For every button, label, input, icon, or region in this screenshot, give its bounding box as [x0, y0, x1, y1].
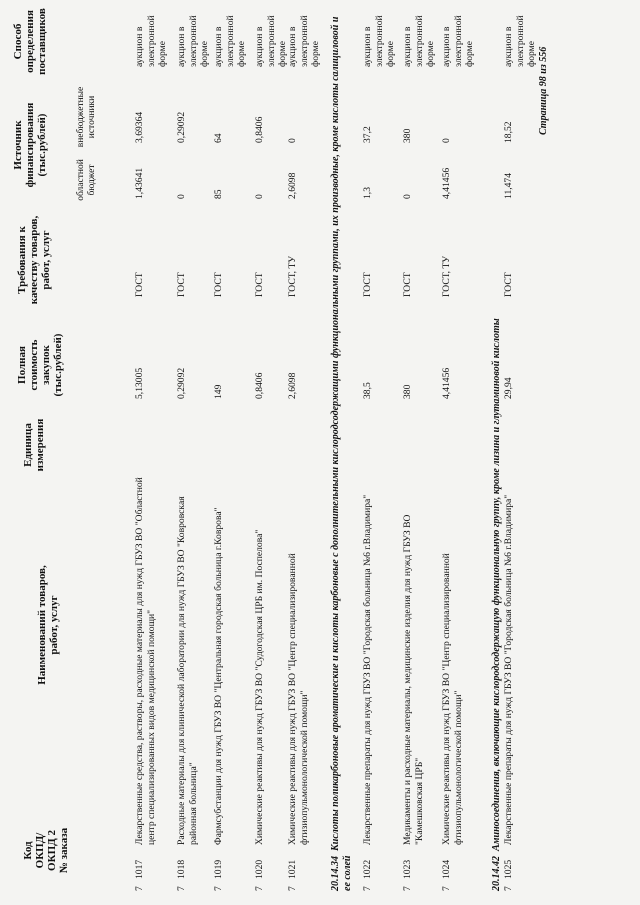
row-order-number: 1019 [213, 859, 224, 879]
row-extra-sources: 64 [213, 133, 224, 143]
row-item-name: Медикаменты и расходные материалы, медицинские изделия для нужд ГБУЗ ВО "Камешковская ЦРБ" [402, 514, 425, 845]
row-okpd-code: 7 [254, 886, 265, 891]
section-1-title: Кислоты поликарбоновые ароматические и кислоты карбоновые с дополнительными кислородсодержащими функциональными группами, их производные, кроме кислоты салициловой и ее солей [330, 16, 353, 891]
row-extra-sources: 37,2 [362, 126, 373, 143]
section-heading-1 [330, 11, 354, 891]
row-requirements: ГОСТ [402, 272, 413, 297]
row-regional-budget: 11,474 [503, 172, 514, 199]
header-source-extra: внебюджетные источники [76, 86, 97, 148]
header-name: Наименований товаров, работ, услуг [36, 565, 60, 685]
row-regional-budget: 85 [213, 189, 224, 199]
page-number: Страница 98 из 556 [538, 46, 549, 135]
row-okpd-code: 7 [441, 886, 452, 891]
section-1-code: 20.14.34 [330, 856, 341, 891]
row-regional-budget: 4,41456 [441, 167, 452, 199]
row-order-number: 1024 [441, 859, 452, 879]
row-regional-budget: 1,43641 [134, 167, 145, 199]
row-method: аукцион в электронной форме [287, 15, 321, 67]
row-okpd-code: 7 [402, 886, 413, 891]
row-extra-sources: 380 [402, 128, 413, 143]
row-regional-budget: 1,3 [362, 187, 373, 199]
row-order-number: 1020 [254, 859, 265, 879]
row-method: аукцион в электронной форме [134, 15, 168, 67]
header-method: Способ определения поставщиков [12, 8, 48, 75]
row-requirements: ГОСТ [213, 272, 224, 297]
row-okpd-code: 7 [503, 886, 514, 891]
row-order-number: 1018 [176, 859, 187, 879]
row-order-number: 1025 [503, 859, 514, 879]
row-cost: 0,8406 [254, 372, 265, 399]
row-order-number: 1022 [362, 859, 373, 879]
row-extra-sources: 0,8406 [254, 116, 265, 143]
row-cost: 4,41456 [441, 367, 452, 399]
row-okpd-code: 7 [213, 886, 224, 891]
row-method: аукцион в электронной форме [503, 15, 537, 67]
row-method: аукцион в электронной форме [213, 15, 247, 67]
row-regional-budget: 0 [402, 194, 413, 199]
row-cost: 2,6098 [287, 372, 298, 399]
row-regional-budget: 0 [254, 194, 265, 199]
row-cost: 5,13005 [134, 367, 145, 399]
row-item-name: Расходные материалы для клинической лаборатории для нужд ГБУЗ ВО "Ковровская районная больница" [176, 496, 199, 845]
row-item-name: Лекарственные средства, растворы, расходные материалы для нужд ГБУЗ ВО "Областной центр специализированных видов медицинской помощи" [134, 477, 157, 845]
row-method: аукцион в электронной форме [362, 15, 396, 67]
row-requirements: ГОСТ [134, 272, 145, 297]
section-2-title: Аминосоединения, включающие кислородсодержащую функциональную группу, кроме лизина и глутаминовой кислоты [491, 318, 502, 851]
header-source-regional: областной бюджет [76, 159, 97, 201]
row-item-name: Химические реактивы для нужд ГБУЗ ВО "Судогодская ЦРБ им. Поспелова" [254, 529, 265, 845]
row-method: аукцион в электронной форме [441, 15, 475, 67]
row-extra-sources: 0,29092 [176, 111, 187, 143]
row-item-name: Химические реактивы для нужд ГБУЗ ВО "Центр специализированной фтизиопульмонологической помощи" [287, 553, 310, 845]
row-extra-sources: 18,52 [503, 121, 514, 143]
row-method: аукцион в электронной форме [176, 15, 210, 67]
row-item-name: Лекарственные препараты для нужд ГБУЗ ВО "Городская больница №6 г.Владимира" [362, 494, 373, 845]
row-cost: 0,29092 [176, 367, 187, 399]
header-cost: Полная стоимость закупок (тыс.рублей) [16, 333, 64, 397]
header-requirements: Требования к качеству товаров, работ, услуг [16, 215, 52, 305]
row-okpd-code: 7 [134, 886, 145, 891]
row-method: аукцион в электронной форме [254, 15, 288, 67]
row-okpd-code: 7 [176, 886, 187, 891]
row-method: аукцион в электронной форме [402, 15, 436, 67]
row-item-name: Химические реактивы для нужд ГБУЗ ВО "Центр специализированной фтизиопульмонологической помощи" [441, 553, 464, 845]
row-order-number: 1017 [134, 859, 145, 879]
row-requirements: ГОСТ, ТУ [441, 255, 452, 297]
row-order-number: 1023 [402, 859, 413, 879]
section-2-code: 20.14.42 [491, 856, 502, 891]
row-extra-sources: 0 [441, 138, 452, 143]
row-requirements: ГОСТ [254, 272, 265, 297]
row-cost: 38,5 [362, 382, 373, 399]
header-source: Источник финансирования (тыс.рублей) [12, 102, 48, 188]
section-heading-2 [491, 11, 503, 891]
row-okpd-code: 7 [362, 886, 373, 891]
row-extra-sources: 3,69364 [134, 111, 145, 143]
row-requirements: ГОСТ [503, 272, 514, 297]
header-unit: Единица измерения [22, 418, 46, 472]
row-order-number: 1021 [287, 859, 298, 879]
row-cost: 29,94 [503, 377, 514, 399]
row-regional-budget: 0 [176, 194, 187, 199]
row-requirements: ГОСТ, ТУ [287, 255, 298, 297]
header-code: Код ОКПД/ ОКПД 2 № заказа [22, 827, 70, 874]
row-item-name: Лекарственные препараты для нужд ГБУЗ ВО "Городская больница №6 г.Владимира" [503, 494, 514, 845]
row-requirements: ГОСТ [176, 272, 187, 297]
row-cost: 380 [402, 384, 413, 399]
row-extra-sources: 0 [287, 138, 298, 143]
row-regional-budget: 2,6098 [287, 172, 298, 199]
row-okpd-code: 7 [287, 886, 298, 891]
row-requirements: ГОСТ [362, 272, 373, 297]
row-item-name: Фармсубстанции для нужд ГБУЗ ВО "Центральная городская больница г.Коврова" [213, 507, 224, 845]
row-cost: 149 [213, 384, 224, 399]
